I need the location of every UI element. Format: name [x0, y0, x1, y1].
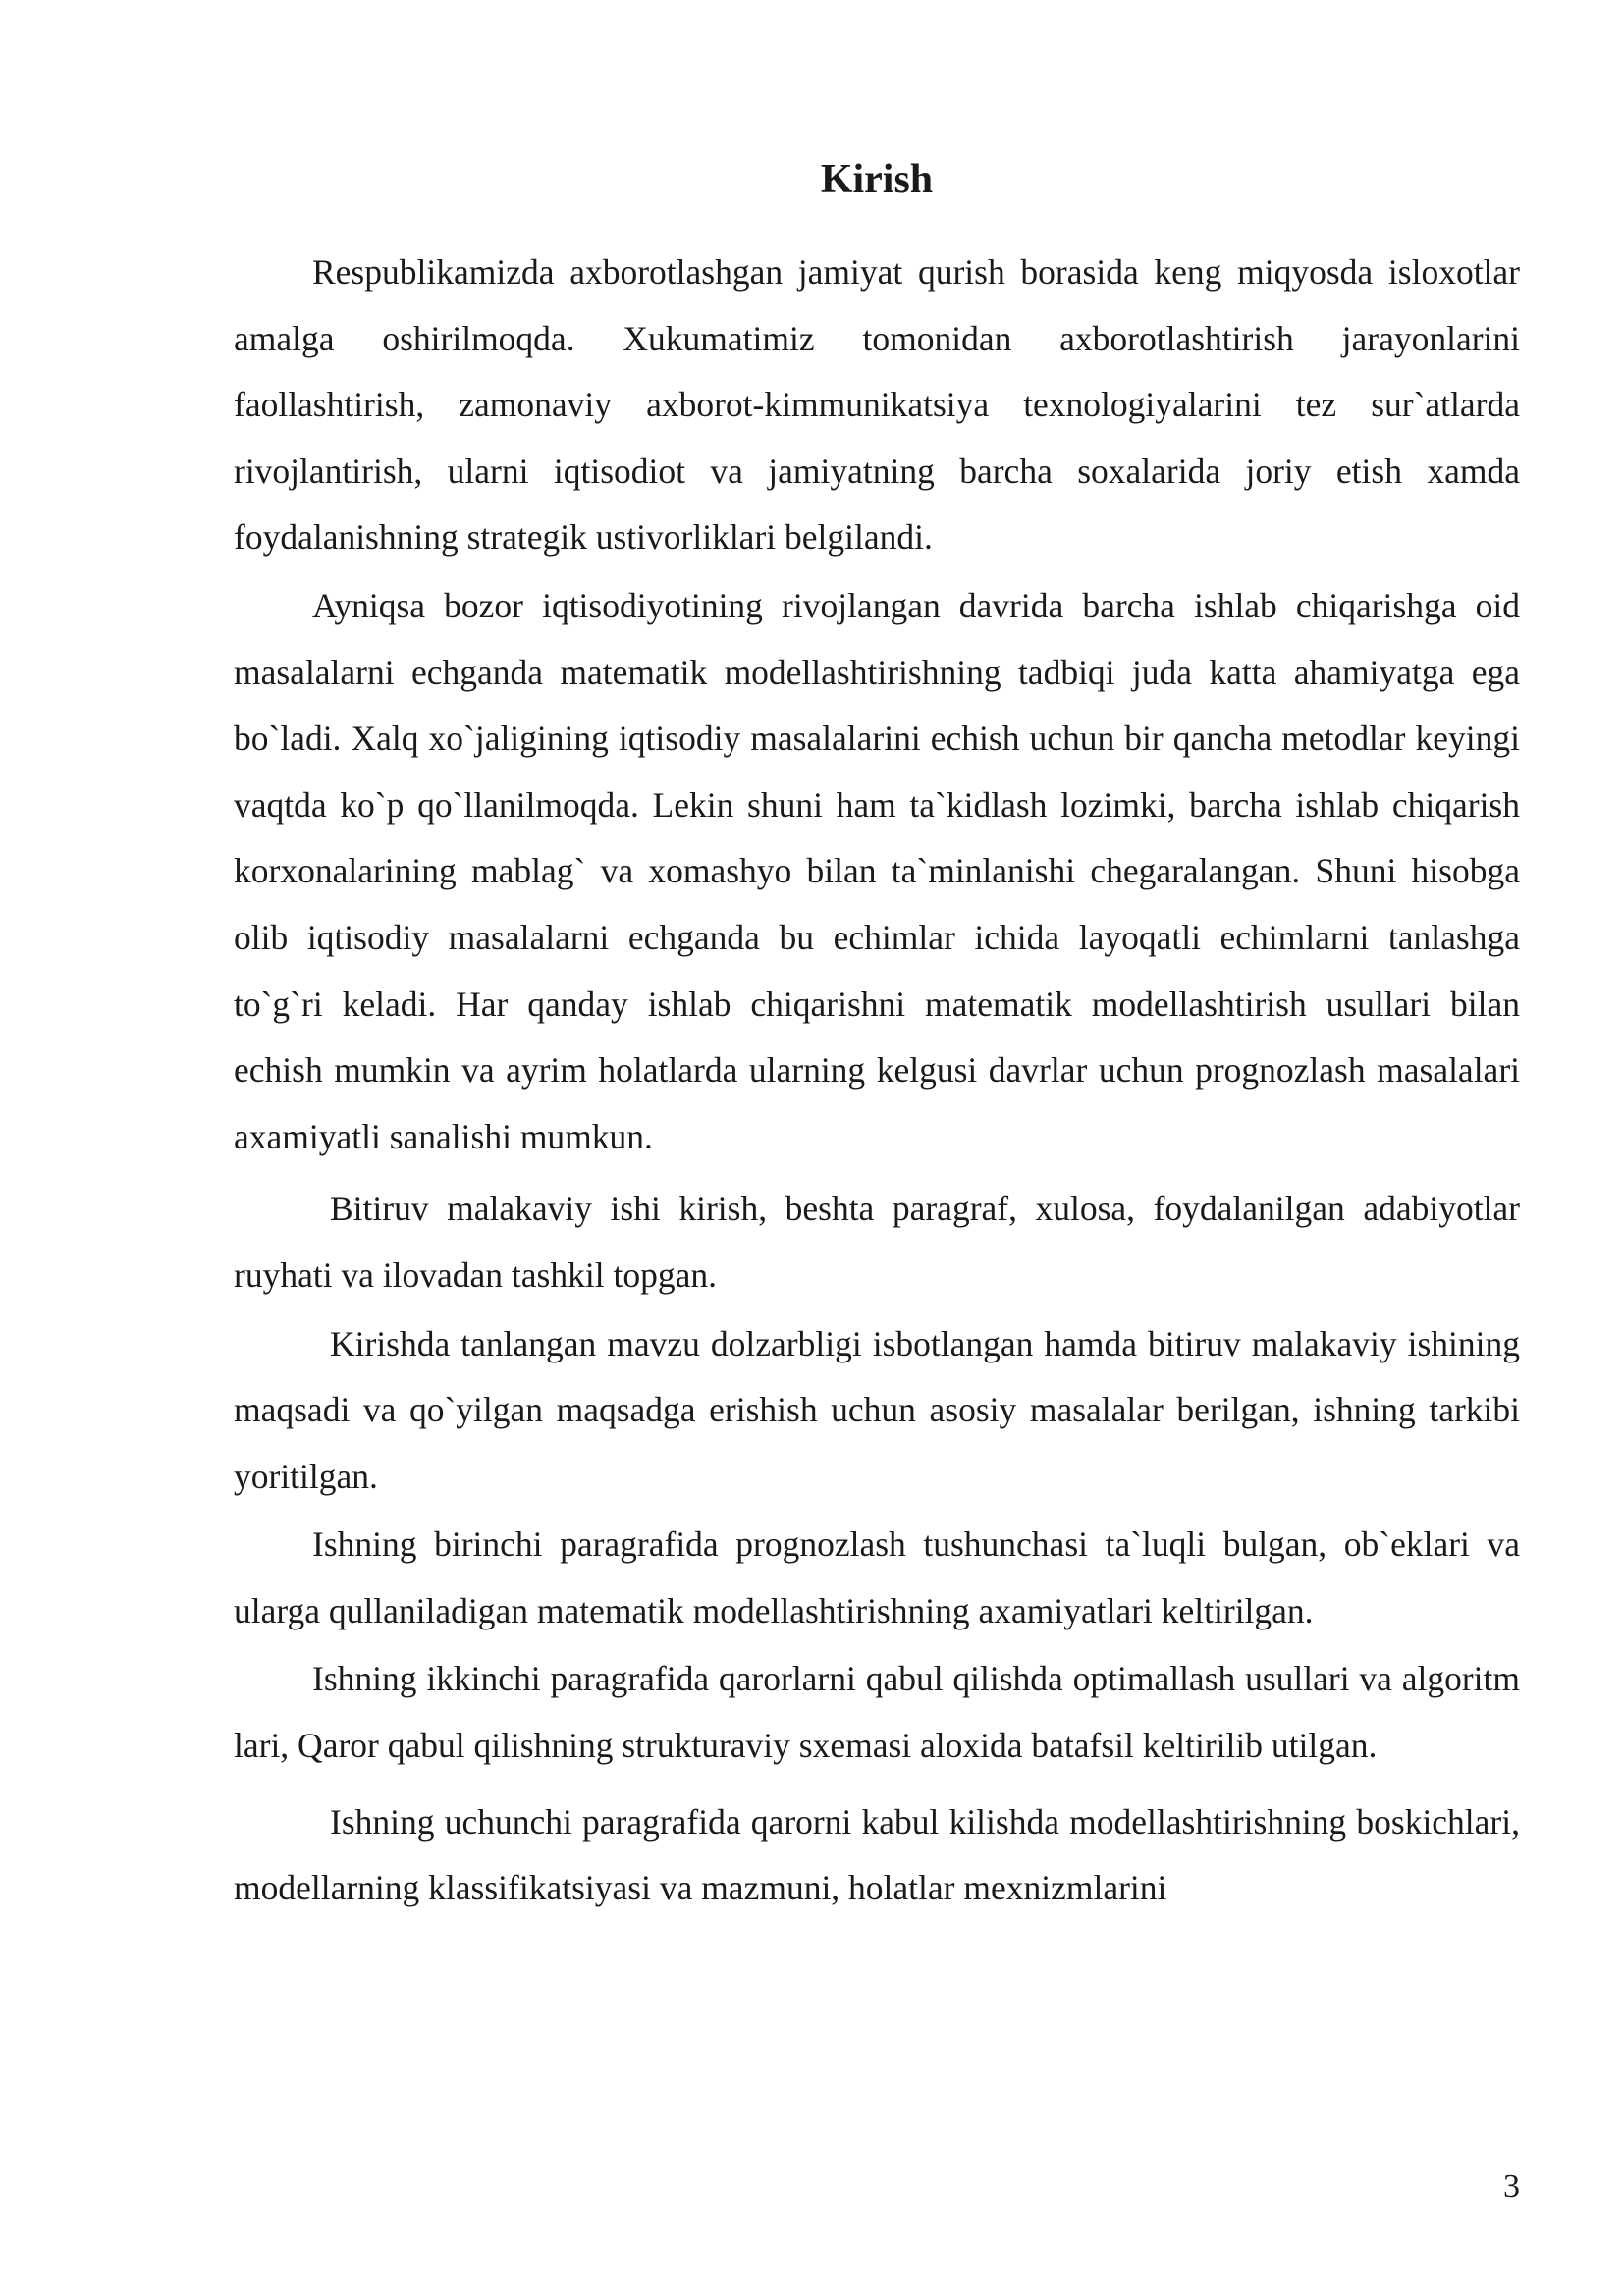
- paragraph-third-section: Ishning uchunchi paragrafida qarorni kabul kilishda modellashtirishning boskichlari, modellarning klassifikatsiyasi va mazmuni, holatlar mexnizmlarini: [234, 1801, 1520, 1908]
- page-number: 3: [1503, 2168, 1520, 2205]
- paragraph-first-section: Ishning birinchi paragrafida prognozlash tushunchasi ta`luqli bulgan, ob`eklari va ularga qullaniladigan matematik modellashtirishning axamiyatlari keltirilgan.: [234, 1524, 1520, 1630]
- paragraph-second-section: Ishning ikkinchi paragrafida qarorlarni qabul qilishda optimallash usullari va algoritm lari, Qaror qabul qilishning strukturaviy sxemasi aloxida batafsil keltirilib utilgan.: [234, 1659, 1520, 1766]
- paragraph-introduction-summary: Kirishda tanlangan mavzu dolzarbligi isbotlangan hamda bitiruv malakaviy ishining maqsadi va qo`yilgan maqsadga erishish uchun asosiy masalalar berilgan, ishning tarkibi yoritilgan.: [234, 1323, 1520, 1496]
- body-text: [234, 240, 1520, 1922]
- page-title: Kirish: [820, 157, 934, 202]
- paragraph-intro: Respublikamizda axborotlashgan jamiyat qurish borasida keng miqyosda isloxotlar amalga oshirilmoqda. Xukumatimiz tomonidan axborotlashtirish jarayonlarini faollashtirish, zamonaviy axborot-kimmunikatsiya texnologiyalarini tez sur`atlarda rivojlantirish, ularni iqtisodiot va jamiyatning barcha soxalarida joriy etish xamda foydalanishning strategik ustivorliklari belgilandi.: [234, 252, 1520, 558]
- paragraph-market-economy: Ayniqsa bozor iqtisodiyotining rivojlangan davrida barcha ishlab chiqarishga oid masalalarni echganda matematik modellashtirishning tadbiqi juda katta ahamiyatga ega bo`ladi. Xalq xo`jaligining iqtisodiy masalalarini echish uchun bir qancha metodlar keyingi vaqtda ko`p qo`llanilmoqda. Lekin shuni ham ta`kidlash lozimki, barcha ishlab chiqarish korxonalarining mablag` va xomashyo bilan ta`minlanishi chegaralangan. Shuni hisobga olib iqtisodiy masalalarni echganda bu echimlar ichida layoqatli echimlarni tanlashga to`g`ri keladi. Har qanday ishlab chiqarishni matematik modellashtirish usullari bilan echish mumkin va ayrim holatlarda ularning kelgusi davrlar uchun prognozlash masalalari axamiyatli sanalishi mumkun.: [234, 585, 1520, 1156]
- paragraph-structure: Bitiruv malakaviy ishi kirish, beshta paragraf, xulosa, foydalanilgan adabiyotlar ruyhati va ilovadan tashkil topgan.: [234, 1189, 1520, 1295]
